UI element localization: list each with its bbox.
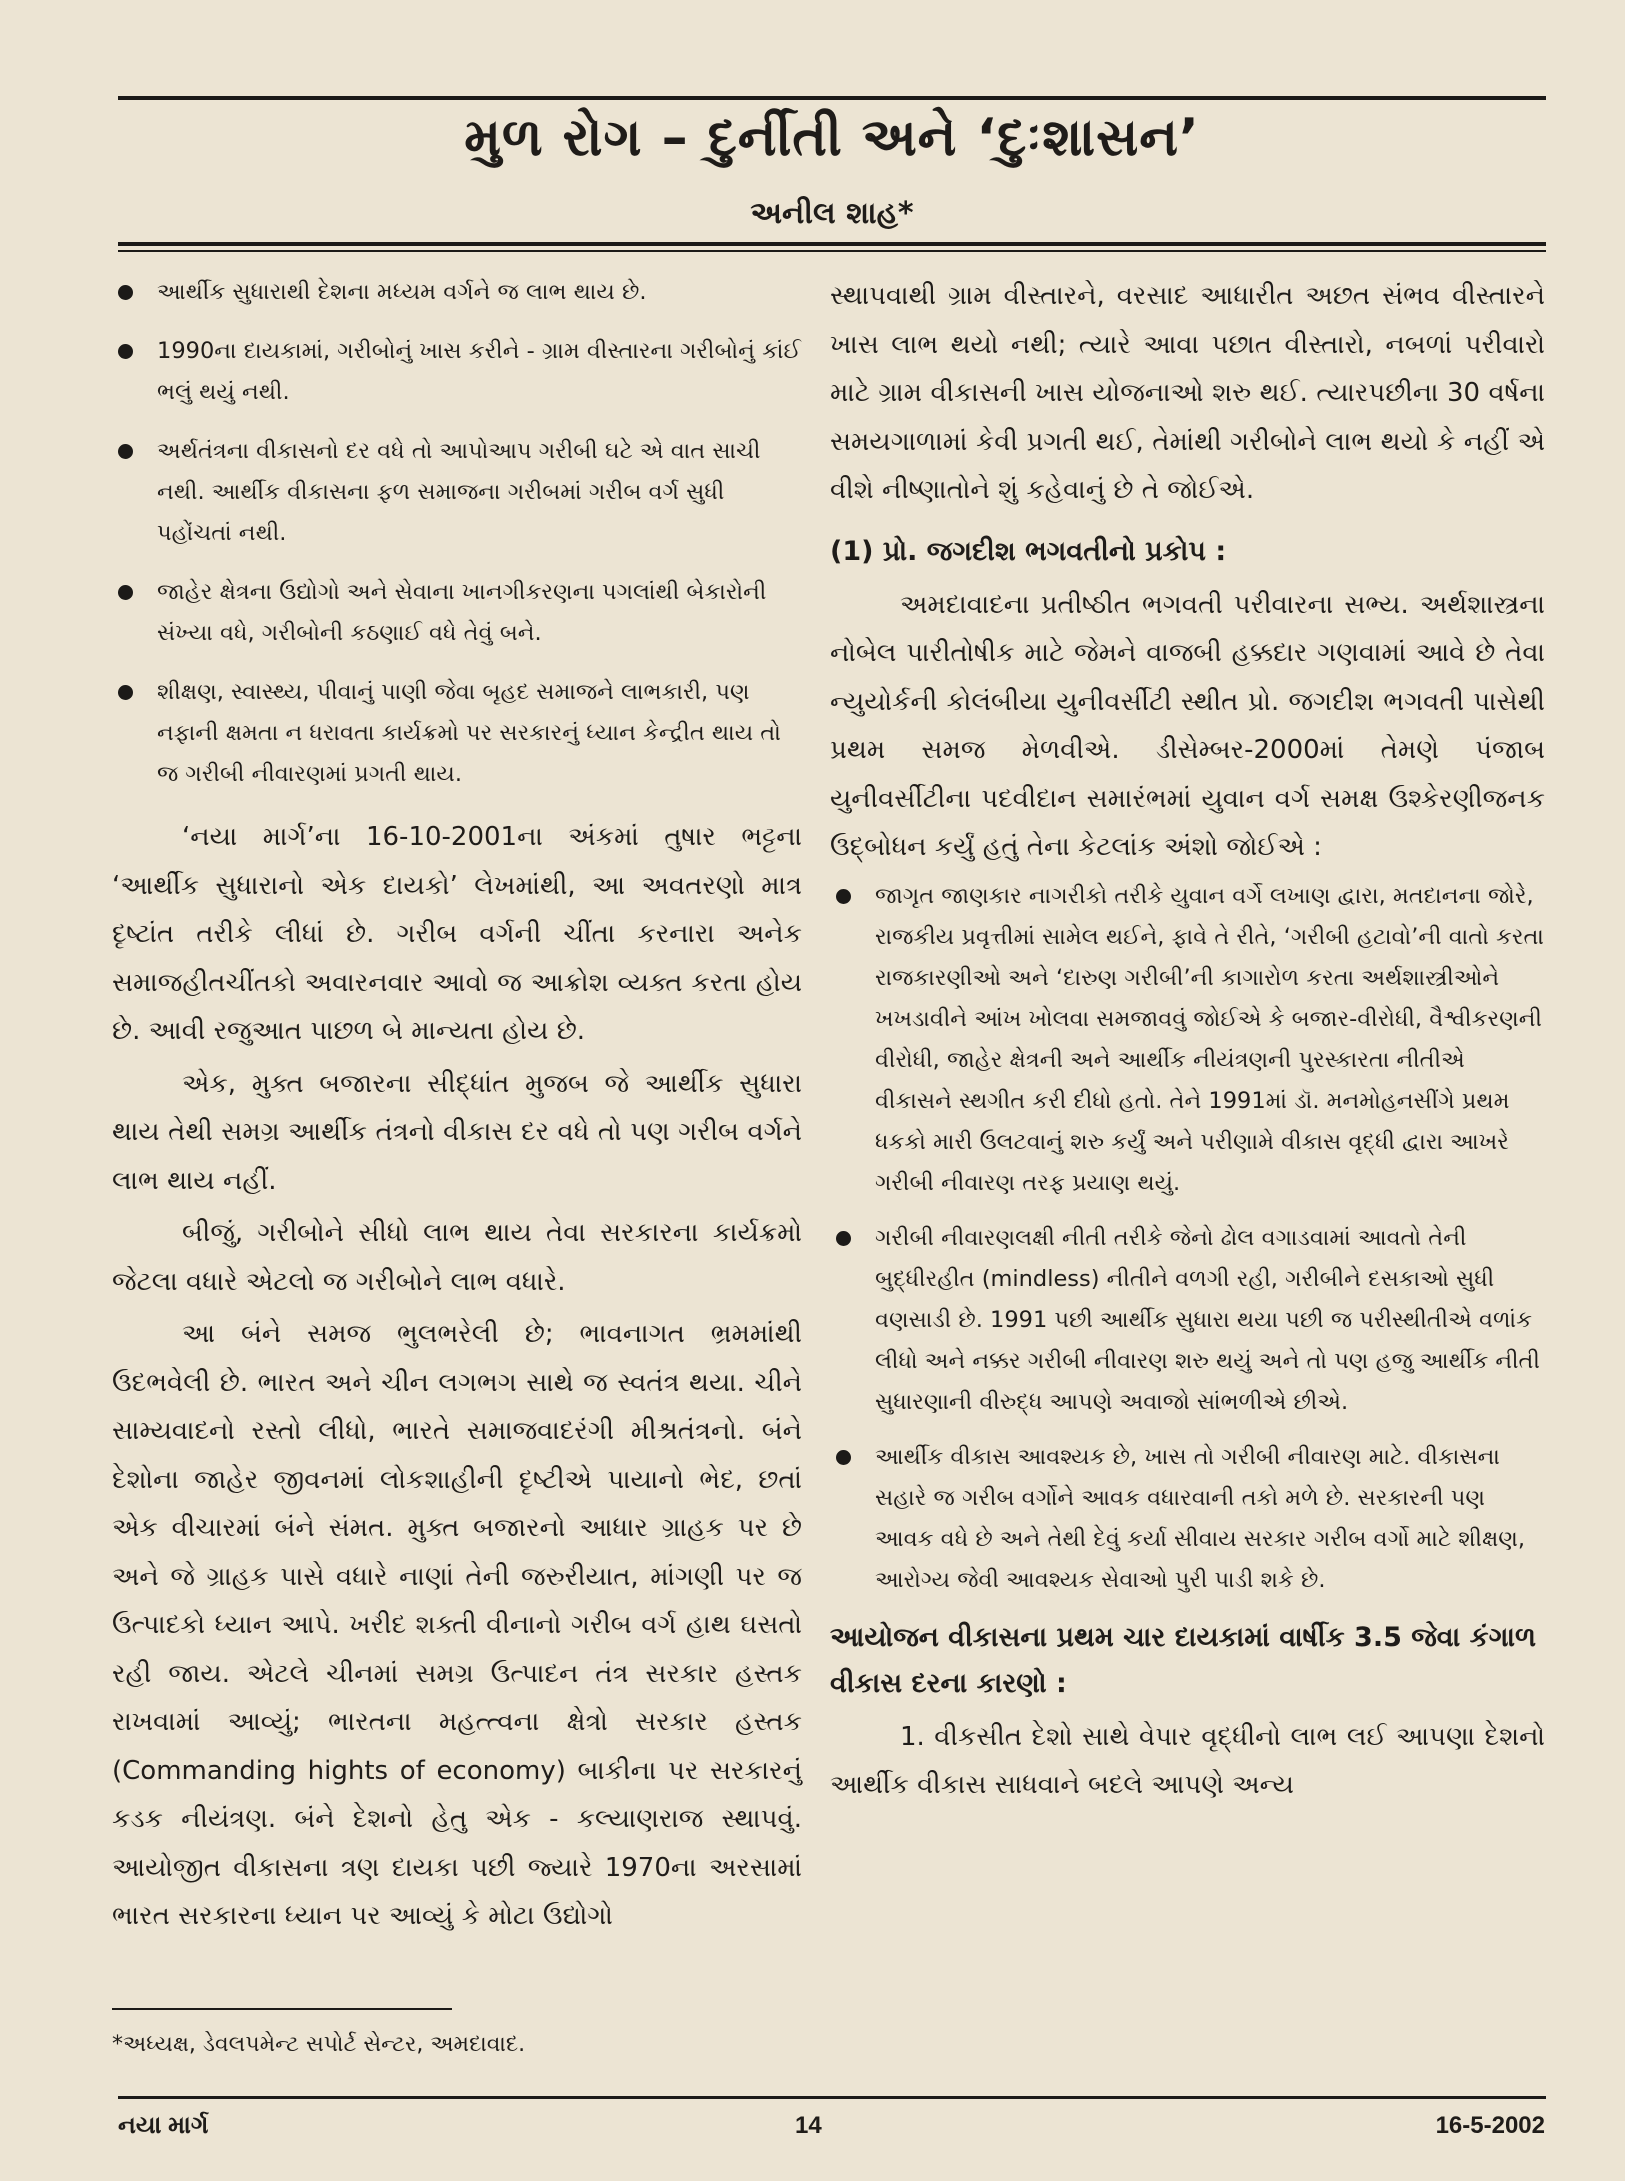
body-paragraph: બીજું, ગરીબોને સીધો લાભ થાય તેવા સરકારના કાર્યક્રમો જેટલા વધારે એટલો જ ગરીબોને લાભ વધારે. bbox=[112, 1218, 802, 1297]
quote-list bbox=[112, 272, 802, 795]
right-column bbox=[830, 272, 1545, 1814]
issue-date: 16-5-2002 bbox=[1435, 2112, 1545, 2139]
list-item: 1990ના દાયકામાં, ગરીબોનું ખાસ કરીને - ગ્રામ વીસ્તારના ગરીબોનું કાંઈ ભલું થયું નથી. bbox=[112, 331, 802, 413]
article-title: મુળ રોગ – દુર્નીતી અને ‘દુઃશાસન’ bbox=[464, 108, 1200, 168]
list-item: જાહેર ક્ષેત્રના ઉદ્યોગો અને સેવાના ખાનગીકરણના પગલાંથી બેકારોની સંખ્યા વધે, ગરીબોની કઠણાઈ વધે તેવું બને. bbox=[112, 572, 802, 654]
bullet-icon bbox=[118, 344, 133, 359]
body-paragraph: એક, મુક્ત બજારના સીદ્ધાંત મુજબ જે આર્થીક સુધારા થાય તેથી સમગ્ર આર્થીક તંત્રનો વીકાસ દર વધે તો પણ ગરીબ વર્ગને લાભ થાય નહીં. bbox=[112, 1068, 802, 1196]
bullet-icon bbox=[836, 1231, 851, 1246]
section-heading: આયોજન વીકાસના પ્રથમ ચાર દાયકામાં વાર્ષીક 3.5 જેવા કંગાળ વીકાસ દરના કારણો : bbox=[830, 1621, 1537, 1699]
author-name: અનીલ શાહ* bbox=[750, 196, 914, 231]
top-rule bbox=[118, 96, 1546, 100]
title-rule-thin bbox=[118, 250, 1546, 252]
body-paragraph: આ બંને સમજ ભુલભરેલી છે; ભાવનાગત ભ્રમમાંથી ઉદભવેલી છે. ભારત અને ચીન લગભગ સાથે જ સ્વતંત્ર થયા. ચીને સામ્યવાદનો રસ્તો લીધો, ભારતે સમાજવાદરંગી મીશ્રતંત્રનો. બંને દેશોના જાહેર જીવનમાં લોકશાહીની દૃષ્ટીએ પાયાનો ભેદ, છતાં એક વીચારમાં બંને સંમત. મુક્ત બજારનો આધાર ગ્રાહક પર છે અને જે ગ્રાહક પાસે વધારે નાણાં તેની જરુરીયાત, માંગણી પર જ ઉત્પાદકો ધ્યાન આપે. ખરીદ શક્તી વીનાનો ગરીબ વર્ગ હાથ ઘસતો રહી જાય. એટલે ચીનમાં સમગ્ર ઉત્પાદન તંત્ર સરકાર હસ્તક રાખવામાં આવ્યું; ભારતના મહત્ત્વના ક્ષેત્રો સરકાર હસ્તક (Commanding hights of economy) બાકીના પર સરકારનું કડક નીયંત્રણ. બંને દેશનો હેતુ એક - કલ્યાણરાજ સ્થાપવું. આયોજીત વીકાસના ત્રણ દાયકા પછી જ્યારે 1970ના અરસામાં ભારત સરકારના ધ્યાન પર આવ્યું કે મોટા ઉદ્યોગો bbox=[112, 1319, 802, 1931]
bullet-icon bbox=[118, 585, 133, 600]
title-rule bbox=[118, 242, 1546, 246]
list-item: જાગૃત જાણકાર નાગરીકો તરીકે યુવાન વર્ગે લખાણ દ્વારા, મતદાનના જોરે, રાજકીય પ્રવૃત્તીમાં સામેલ થઈને, ફાવે તે રીતે, ‘ગરીબી હટાવો’ની વાતો કરતા રાજકારણીઓ અને ‘દારુણ ગરીબી’ની કાગારોળ કરતા અર્થશાસ્ત્રીઓને ખખડાવીને આંખ ખોલવા સમજાવવું જોઈએ કે બજાર-વીરોધી, વૈશ્વીકરણની વીરોધી, જાહેર ક્ષેત્રની અને આર્થીક નીયંત્રણની પુરસ્કારતા નીતીએ વીકાસને સ્થગીત કરી દીધો હતો. તેને 1991માં ડૉ. મનમોહનસીંગે પ્રથમ ધકકો મારી ઉલટવાનું શરુ કર્યું અને પરીણામે વીકાસ વૃદ્ધી દ્વારા આખરે ગરીબી નીવારણ તરફ પ્રયાણ થયું. bbox=[830, 876, 1545, 1204]
list-item: અર્થતંત્રના વીકાસનો દર વધે તો આપોઆપ ગરીબી ઘટે એ વાત સાચી નથી. આર્થીક વીકાસના ફળ સમાજના ગરીબમાં ગરીબ વર્ગ સુધી પહોંચતાં નથી. bbox=[112, 431, 802, 554]
quote-list bbox=[830, 876, 1545, 1601]
bullet-icon bbox=[836, 1450, 851, 1465]
footnote-rule bbox=[112, 2008, 452, 2010]
body-paragraph: અમદાવાદના પ્રતીષ્ઠીત ભગવતી પરીવારના સભ્ય. અર્થશાસ્ત્રના નોબેલ પારીતોષીક માટે જેમને વાજબી હક્કદાર ગણવામાં આવે છે તેવા ન્યુયોર્કની કોલંબીયા યુનીવર્સીટી સ્થીત પ્રો. જગદીશ ભગવતી પાસેથી પ્રથમ સમજ મેળવીએ. ડીસેમ્બર-2000માં તેમણે પંજાબ યુનીવર્સીટીના પદવીદાન સમારંભમાં યુવાન વર્ગ સમક્ષ ઉશ્કેરણીજનક ઉદ્બોધન કર્યું હતું તેના કેટલાંક અંશો જોઈએ : bbox=[830, 589, 1545, 862]
body-paragraph: 1. વીકસીત દેશો સાથે વેપાર વૃદ્ધીનો લાભ લઈ આપણા દેશનો આર્થીક વીકાસ સાધવાને બદલે આપણે અન્ય bbox=[830, 1721, 1545, 1800]
section-heading: (1) પ્રો. જગદીશ ભગવતીનો પ્રકોપ : bbox=[830, 535, 1227, 567]
list-item: આર્થીક વીકાસ આવશ્યક છે, ખાસ તો ગરીબી નીવારણ માટે. વીકાસના સહારે જ ગરીબ વર્ગોને આવક વધારવાની તકો મળે છે. સરકારની પણ આવક વધે છે અને તેથી દેવું કર્યા સીવાય સરકાર ગરીબ વર્ગો માટે શીક્ષણ, આરોગ્ય જેવી આવશ્યક સેવાઓ પુરી પાડી શકે છે. bbox=[830, 1437, 1545, 1601]
footnote: *અધ્યક્ષ, ડેવલપમેન્ટ સપોર્ટ સેન્ટર, અમદાવાદ. bbox=[112, 2032, 526, 2057]
page-number: 14 bbox=[795, 2112, 822, 2139]
list-item: શીક્ષણ, સ્વાસ્થ્ય, પીવાનું પાણી જેવા બૃહદ સમાજને લાભકારી, પણ નફાની ક્ષમતા ન ધરાવતા કાર્યક્રમો પર સરકારનું ધ્યાન કેન્દ્રીત થાય તો જ ગરીબી નીવારણમાં પ્રગતી થાય. bbox=[112, 672, 802, 795]
body-paragraph: ‘નયા માર્ગ’ના 16-10-2001ના અંકમાં તુષાર ભટ્ટના ‘આર્થીક સુધારાનો એક દાયકો’ લેખમાંથી, આ અવતરણો માત્ર દૃષ્ટાંત તરીકે લીધાં છે. ગરીબ વર્ગની ચીંતા કરનારા અનેક સમાજહીતચીંતકો અવારનવાર આવો જ આક્રોશ વ્યક્ત કરતા હોય છે. આવી રજુઆત પાછળ બે માન્યતા હોય છે. bbox=[112, 822, 802, 1046]
bullet-icon bbox=[118, 685, 133, 700]
list-item: ગરીબી નીવારણલક્ષી નીતી તરીકે જેનો ઢોલ વગાડવામાં આવતો તેની બુદ્ધીરહીત (mindless) નીતીને વળગી રહી, ગરીબીને દસકાઓ સુધી વણસાડી છે. 1991 પછી આર્થીક સુધારા થયા પછી જ પરીસ્થીતીએ વળાંક લીધો અને નક્કર ગરીબી નીવારણ શરુ થયું અને તો પણ હજુ આર્થીક નીતી સુધારણાની વીરુદ્ધ આપણે અવાજો સાંભળીએ છીએ. bbox=[830, 1218, 1545, 1423]
footer-rule bbox=[118, 2096, 1546, 2099]
magazine-name: નયા માર્ગ bbox=[118, 2112, 209, 2139]
left-column bbox=[112, 272, 802, 1945]
bullet-icon bbox=[118, 285, 133, 300]
list-item: આર્થીક સુધારાથી દેશના મધ્યમ વર્ગને જ લાભ થાય છે. bbox=[112, 272, 802, 313]
bullet-icon bbox=[118, 444, 133, 459]
bullet-icon bbox=[836, 889, 851, 904]
body-paragraph: સ્થાપવાથી ગ્રામ વીસ્તારને, વરસાદ આધારીત અછત સંભવ વીસ્તારને ખાસ લાભ થયો નથી; ત્યારે આવા પછાત વીસ્તારો, નબળાં પરીવારો માટે ગ્રામ વીકાસની ખાસ યોજનાઓ શરુ થઈ. ત્યારપછીના 30 વર્ષના સમયગાળામાં કેવી પ્રગતી થઈ, તેમાંથી ગરીબોને લાભ થયો કે નહીં એ વીશે નીષ્ણાતોને શું કહેવાનું છે તે જોઈએ. bbox=[830, 281, 1545, 505]
